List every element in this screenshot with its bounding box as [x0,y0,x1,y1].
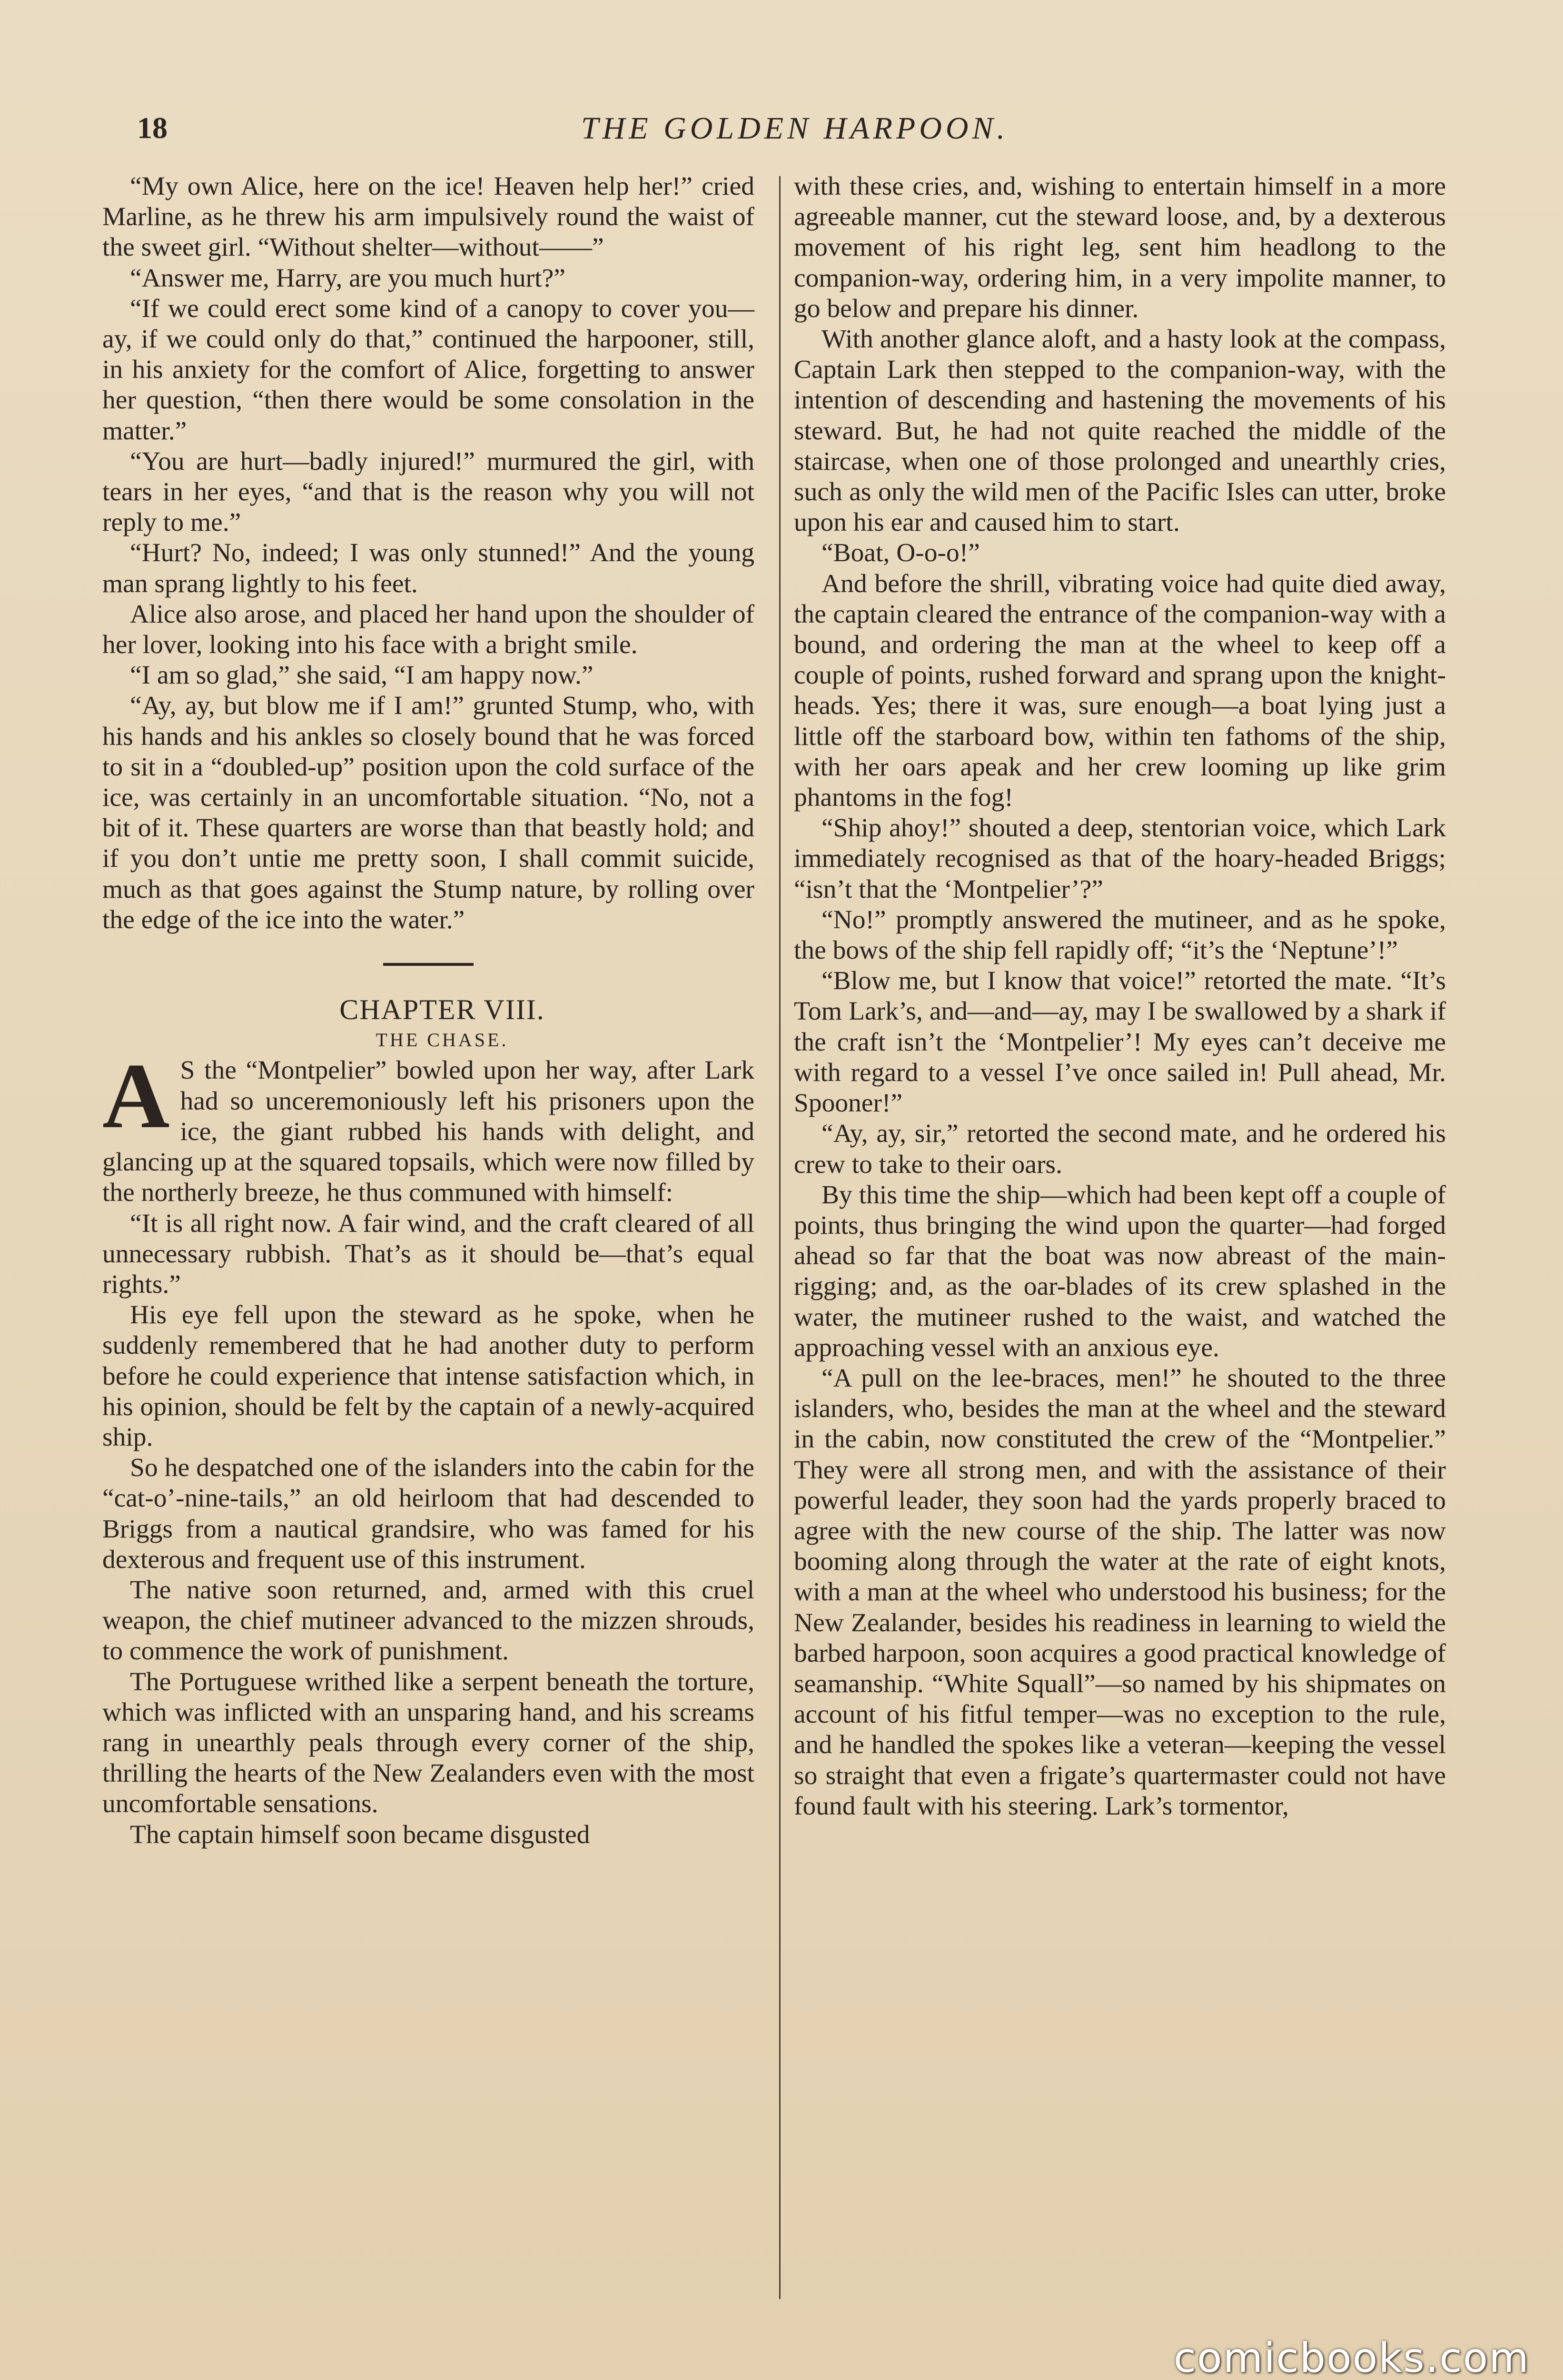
paragraph: And before the shrill, vibrating voice had quite died away, the captain cleared the entrance of the companion-way with a bound, and ordering the man at the wheel to keep off a couple of points, rushed forward and sprang upon the knight-heads. Yes; there it was, sure enough—a boat lying just a little off the starboard bow, within ten fathoms of the ship, with her oars apeak and her crew looming up like grim phantoms in the fog! [794,569,1446,813]
paragraph: “If we could erect some kind of a canopy to cover you—ay, if we could only do that,” continued the harpooner, still, in his anxiety for the comfort of Alice, forgetting to answer her question, “then there would be some consolation in the matter.” [102,294,754,446]
paragraph: The native soon returned, and, armed with this cruel weapon, the chief mutineer advanced to the mizzen shrouds, to commence the work of punishment. [102,1575,754,1666]
paragraph: “A pull on the lee-braces, men!” he shouted to the three islanders, who, besides the man at the wheel and the steward in the cabin, now constituted the crew of the “Montpelier.” They were all strong men, and with the assistance of their powerful leader, they soon had the yards properly braced to agree with the new course of the ship. The latter was now booming along through the water at the rate of eight knots, with a man at the wheel who understood his business; for the New Zealander, besides his readiness in learning to wield the barbed harpoon, soon acquires a good practical knowledge of seamanship. “White Squall”—so named by his shipmates on account of his fitful temper—was no exception to the rule, and he handled the spokes like a veteran—keeping the vessel so straight that even a frigate’s quartermaster could not have found fault with his steering. Lark’s tormentor, [794,1363,1446,1821]
drop-cap: A [102,1044,170,1148]
column-divider [779,176,781,2299]
paragraph: “Answer me, Harry, are you much hurt?” [130,263,565,293]
paragraph: So he despatched one of the islanders into the cabin for the “cat-o’-nine-tails,” an old heirloom that had descended to Briggs from a nautical grandsire, who was famed for his dexterous and frequent use of this instrument. [102,1453,754,1574]
opening-paragraph [102,1044,754,1208]
paragraph: “Ay, ay, sir,” retorted the second mate, and he ordered his crew to take to their oars. [794,1119,1446,1179]
opening-paragraph-text: S the “Montpelier” bowled upon her way, after Lark had so unceremoniously left his prisoners upon the ice, the giant rubbed his hands with delight, and glancing up at the squared topsails, which were now filled by the northerly breeze, he thus communed with himself: [102,1056,754,1208]
paragraph: “Ship ahoy!” shouted a deep, stentorian voice, which Lark immediately recognised as that of the hoary-headed Briggs; “isn’t that the ‘Montpelier’?” [794,813,1446,904]
chapter-subtitle: THE CHASE. [376,1029,509,1051]
paragraph: “Hurt? No, indeed; I was only stunned!” And the young man sprang lightly to his feet. [102,538,754,598]
paragraph: The Portuguese writhed like a serpent beneath the torture, which was inflicted with an unsparing hand, and his screams rang in unearthly peals through every corner of the ship, thrilling the hearts of the New Zealanders even with the most uncomfortable sensations. [102,1667,754,1819]
running-header [129,110,1461,153]
paragraph: By this time the ship—which had been kept off a couple of points, thus bringing the wind upon the quarter—had forged ahead so far that the boat was now abreast of the main-rigging; and, as the oar-blades of its crew splashed in the water, the mutineer rushed to the waist, and watched the approaching vessel with an anxious eye. [794,1180,1446,1362]
paragraph: His eye fell upon the steward as he spoke, when he suddenly remembered that he had another duty to perform before he could experience that intense satisfaction which, in his opinion, should be felt by the captain of a newly-acquired ship. [102,1300,754,1452]
paragraph: “Blow me, but I know that voice!” retorted the mate. “It’s Tom Lark’s, and—and—ay, may I be swallowed by a shark if the craft isn’t the ‘Montpelier’! My eyes can’t deceive me with regard to a vessel I’ve once sailed in! Pull ahead, Mr. Spooner!” [794,966,1446,1118]
page-number: 18 [137,111,168,145]
paragraph: “You are hurt—badly injured!” murmured the girl, with tears in her eyes, “and that is the reason why you will not reply to me.” [102,446,754,537]
paragraph: “I am so glad,” she said, “I am happy now.” [130,661,594,690]
paragraph: “Ay, ay, but blow me if I am!” grunted Stump, who, with his hands and his ankles so closely bound that he was forced to sit in a “doubled-up” position upon the cold surface of the ice, was certainly in an uncomfortable situation. “No, not a bit of it. These quarters are worse than that beastly hold; and if you don’t untie me pretty soon, I shall commit suicide, much as that goes against the Stump nature, by rolling over the edge of the ice into the water.” [102,691,754,934]
paragraph: with these cries, and, wishing to entertain himself in a more agreeable manner, cut the steward loose, and, by a dexterous movement of his right leg, sent him headlong to the companion-way, ordering him, in a very impolite manner, to go below and prepare his dinner. [794,172,1446,323]
section-divider [383,963,474,966]
paragraph: Alice also arose, and placed her hand upon the shoulder of her lover, looking into his face with a bright smile. [102,599,754,660]
right-column [794,171,1446,1822]
paragraph: “It is all right now. A fair wind, and the craft cleared of all unnecessary rubbish. That’s as it should be—that’s equal rights.” [102,1209,754,1299]
paragraph: With another glance aloft, and a hasty look at the compass, Captain Lark then stepped to the companion-way, with the intention of descending and hastening the movements of his steward. But, he had not quite reached the middle of the staircase, when one of those prolonged and unearthly cries, such as only the wild men of the Pacific Isles can utter, broke upon his ear and caused him to start. [794,325,1446,537]
chapter-title: CHAPTER VIII. [339,994,545,1026]
paragraph: “No!” promptly answered the mutineer, and as he spoke, the bows of the ship fell rapidly off; “it’s the ‘Neptune’!” [794,905,1446,965]
running-title: THE GOLDEN HARPOON. [581,111,1009,146]
watermark: comicbooks.com [1173,2334,1530,2380]
paragraph: The captain himself soon became disgusted [130,1820,590,1849]
paragraph: “Boat, O-o-o!” [821,538,980,568]
paragraph: “My own Alice, here on the ice! Heaven help her!” cried Marline, as he threw his arm impulsively round the waist of the sweet girl. “Without shelter—without——” [102,172,754,262]
left-column [102,171,754,1850]
